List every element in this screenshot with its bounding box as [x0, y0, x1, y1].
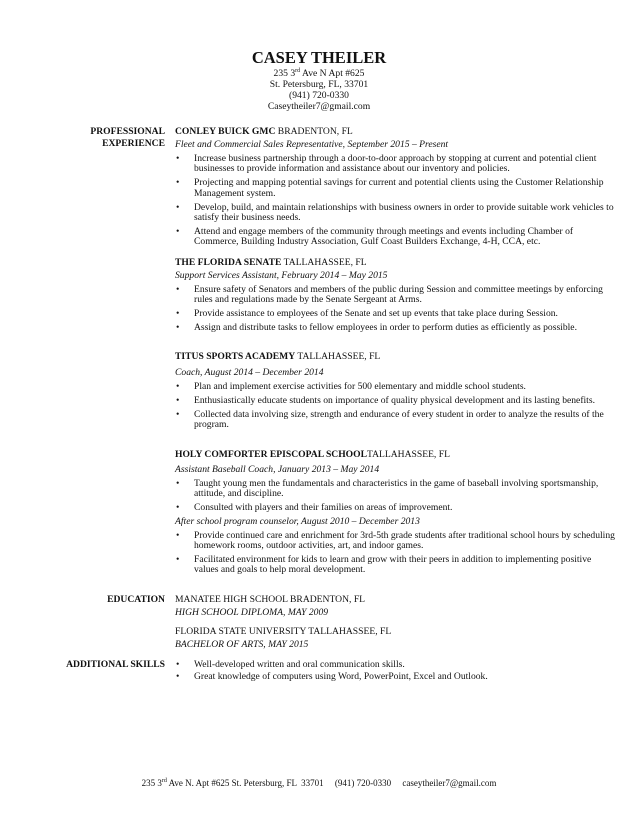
bullet-icon: •	[176, 322, 180, 334]
degree: BACHELOR OF ARTS, MAY 2015	[175, 639, 309, 650]
bullet-icon: •	[176, 529, 180, 541]
org-name: HOLY COMFORTER EPISCOPAL SCHOOL	[175, 449, 368, 460]
job-org	[175, 126, 615, 138]
bullet-icon: •	[176, 308, 180, 320]
bullet-list	[175, 154, 615, 247]
bullet-icon: •	[176, 394, 180, 406]
list-item	[175, 660, 615, 670]
bullet-text: Projecting and mapping potential savings for current and potential clients using the Customer Relationship Management system.	[194, 177, 604, 199]
bullet-icon: •	[176, 670, 180, 682]
org-location: TALLAHASSEE, FL	[281, 257, 367, 268]
bullet-list	[175, 479, 615, 514]
footer-text: Ave N. Apt #625 St. Petersburg, FL 33701 (941) 720-0330 caseytheiler7@gmail.com	[166, 778, 497, 788]
job-role: Fleet and Commercial Sales Representative, September 2015 – Present	[175, 139, 449, 150]
job-role: Assistant Baseball Coach, January 2013 – May 2014	[175, 464, 380, 475]
bullet-icon: •	[176, 284, 180, 295]
job-role: Support Services Assistant, February 2014 – May 2015	[175, 270, 388, 281]
job-entry	[175, 126, 615, 251]
bullet-icon: •	[176, 201, 180, 213]
city-line: St. Petersburg, FL, 33701	[269, 79, 369, 90]
list-item	[175, 285, 615, 306]
list-item	[175, 555, 615, 576]
bullet-icon: •	[176, 381, 180, 392]
school-name: FLORIDA STATE UNIVERSITY TALLAHASSEE, FL	[175, 626, 392, 637]
job-org	[175, 351, 615, 363]
job-org	[175, 257, 615, 269]
contact-block	[0, 68, 638, 112]
list-item	[175, 503, 615, 513]
list-item	[175, 309, 615, 319]
bullet-text: Great knowledge of computers using Word, PowerPoint, Excel and Outlook.	[194, 670, 488, 682]
skills-entry	[175, 657, 615, 684]
bullet-icon: •	[176, 225, 180, 237]
education-entry	[175, 594, 615, 619]
section-label-education: EDUCATION	[107, 594, 165, 605]
list-item	[175, 672, 615, 682]
job-entry	[175, 351, 615, 434]
list-item	[175, 410, 615, 431]
list-item	[175, 382, 615, 392]
list-item	[175, 178, 615, 199]
bullet-icon: •	[176, 659, 180, 670]
bullet-text: Assign and distribute tasks to fellow employees in order to perform duties as efficiently as possible.	[194, 322, 577, 334]
bullet-list	[175, 382, 615, 431]
bullet-icon: •	[176, 177, 180, 189]
list-item	[175, 479, 615, 500]
bullet-text: Provide assistance to employees of the Senate and set up events that take place during Session.	[194, 308, 558, 320]
section-label-skills: ADDITIONAL SKILLS	[66, 659, 165, 670]
bullet-list	[175, 660, 615, 682]
bullet-icon: •	[176, 502, 180, 514]
footer-sup: rd	[161, 778, 167, 784]
bullet-text: Taught young men the fundamentals and characteristics in the game of baseball involving sportsmanship, attitude, and discipline.	[194, 478, 599, 500]
bullet-text: Collected data involving size, strength and endurance of every student in order to analyze the results of the program.	[194, 408, 604, 431]
bullet-text: Plan and implement exercise activities for 500 elementary and middle school students.	[194, 381, 526, 392]
org-location: TALLAHASSEE, FL	[295, 351, 381, 362]
list-item	[175, 323, 615, 333]
degree: HIGH SCHOOL DIPLOMA, MAY 2009	[175, 607, 329, 618]
job-role: Coach, August 2014 – December 2014	[175, 367, 324, 378]
bullet-text: Develop, build, and maintain relationships with business owners in order to provide suitable work vehicles to satisfy their business needs.	[194, 201, 614, 223]
address-street: Ave N Apt #625	[300, 68, 365, 79]
bullet-text: Facilitated environment for kids to learn and grow with their peers in addition to implementing positive values and goals to help moral development.	[194, 553, 592, 576]
bullet-text: Attend and engage members of the community through meetings and events including Chamber of Commerce, Building Industry Association, Gulf Coast Builders Exchange, 4-H, CCA, etc.	[194, 225, 574, 248]
label-line: PROFESSIONAL	[90, 126, 165, 137]
phone: (941) 720-0330	[289, 90, 349, 101]
bullet-text: Ensure safety of Senators and members of the public during Session and committee meetings by enforcing rules and regulations made by the Senate Sergeant at Arms.	[194, 284, 603, 306]
job-role-secondary: After school program counselor, August 2010 – December 2013	[175, 515, 420, 527]
address-line	[0, 68, 638, 79]
bullet-icon: •	[176, 553, 180, 565]
bullet-text: Consulted with players and their families on areas of improvement.	[194, 502, 453, 514]
org-name: THE FLORIDA SENATE	[175, 257, 282, 268]
footer-number: 235 3	[141, 778, 162, 788]
job-entry	[175, 449, 615, 579]
org-location: TALLAHASSEE, FL	[367, 449, 450, 460]
bullet-text: Provide continued care and enrichment for 3rd-5th grade students after traditional school hours by scheduling homework rooms, outdoor activities, art, and indoor games.	[194, 529, 615, 551]
org-name: TITUS SPORTS ACADEMY	[175, 351, 296, 362]
page-footer	[0, 778, 638, 788]
education-entry	[175, 626, 615, 651]
label-line: EXPERIENCE	[102, 138, 165, 149]
list-item	[175, 203, 615, 224]
candidate-name: CASEY THEILER	[251, 48, 387, 67]
address-number: 235 3	[273, 68, 296, 79]
bullet-icon: •	[176, 478, 180, 489]
address-sup: rd	[295, 67, 301, 74]
bullet-text: Enthusiastically educate students on importance of quality physical development and its lasting benefits.	[194, 394, 595, 406]
job-org	[175, 449, 615, 461]
list-item	[175, 531, 615, 552]
org-name: CONLEY BUICK GMC	[175, 126, 276, 137]
bullet-icon: •	[176, 153, 180, 164]
bullet-text: Increase business partnership through a door-to-door approach by stopping at current and potential client businesses to provide information and assistance about our inventory and policies.	[194, 153, 597, 175]
email: Caseytheiler7@gmail.com	[267, 101, 371, 112]
list-item	[175, 227, 615, 248]
job-entry	[175, 257, 615, 337]
bullet-list	[175, 285, 615, 334]
section-label-experience	[40, 126, 165, 150]
school-name: MANATEE HIGH SCHOOL BRADENTON, FL	[175, 594, 366, 605]
org-location: BRADENTON, FL	[275, 126, 353, 137]
bullet-icon: •	[176, 408, 180, 420]
list-item	[175, 396, 615, 406]
bullet-text: Well-developed written and oral communication skills.	[194, 659, 405, 670]
list-item	[175, 154, 615, 175]
bullet-list	[175, 531, 615, 576]
